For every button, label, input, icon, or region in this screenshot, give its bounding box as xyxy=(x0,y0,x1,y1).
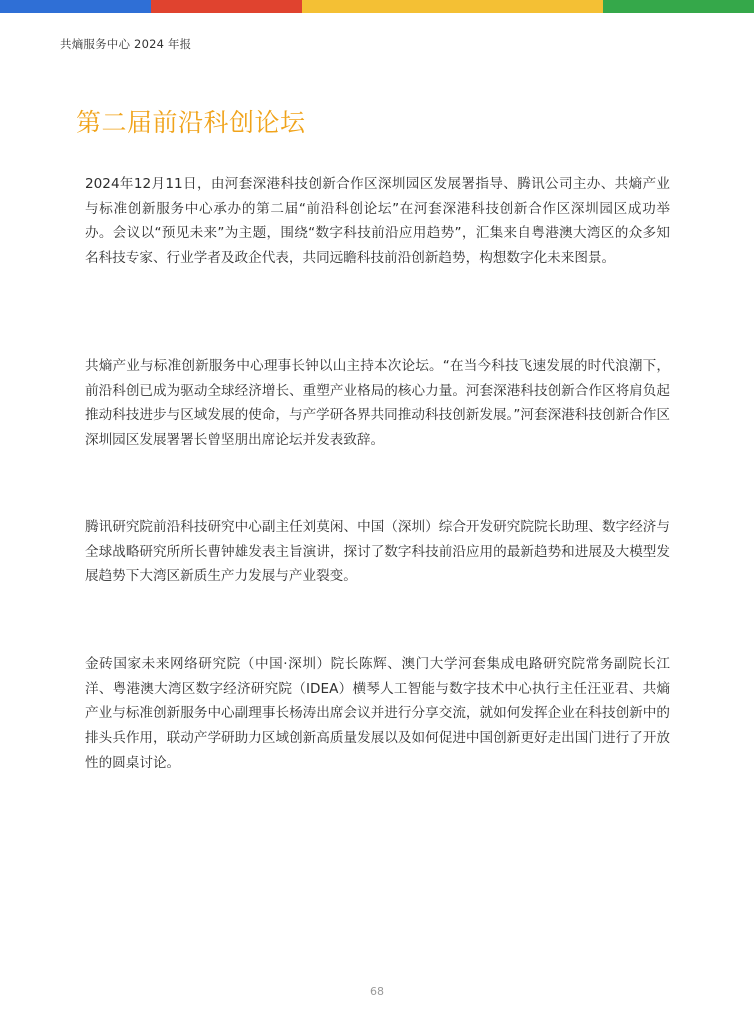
paragraph-4: 金砖国家未来网络研究院（中国·深圳）院长陈辉、澳门大学河套集成电路研究院常务副院长江洋、粤港澳大湾区数字经济研究院（IDEA）横琴人工智能与数字技术中心执行主任汪亚君、共熵产业与标准创新服务中心副理事长杨涛出席会议并进行分享交流，就如何发挥企业在科技创新中的排头兵作用，联动产学研助力区域创新高质量发展以及如何促进中国创新更好走出国门进行了开放性的圆桌讨论。 xyxy=(85,656,670,771)
section-title: 第二届前沿科创论坛 xyxy=(76,108,306,137)
color-band-yellow xyxy=(302,0,603,13)
paragraph-3: 腾讯研究院前沿科技研究中心副主任刘莫闲、中国（深圳）综合开发研究院院长助理、数字经济与全球战略研究所所长曹钟雄发表主旨演讲，探讨了数字科技前沿应用的最新趋势和进展及大模型发展趋势下大湾区新质生产力发展与产业裂变。 xyxy=(85,519,670,585)
paragraph-2: 共熵产业与标准创新服务中心理事长钟以山主持本次论坛。“在当今科技飞速发展的时代浪潮下，前沿科创已成为驱动全球经济增长、重塑产业格局的核心力量。河套深港科技创新合作区将肩负起推动科技进步与区域发展的使命，与产学研各界共同推动科技创新发展。”河套深港科技创新合作区深圳园区发展署署长曾坚朋出席论坛并发表致辞。 xyxy=(85,358,670,449)
paragraph-1: 2024年12月11日，由河套深港科技创新合作区深圳园区发展署指导、腾讯公司主办、共熵产业与标准创新服务中心承办的第二届“前沿科创论坛”在河套深港科技创新合作区深圳园区成功举办。会议以“预见未来”为主题，围绕“数字科技前沿应用趋势”，汇集来自粤港澳大湾区的众多知名科技专家、行业学者及政企代表，共同远瞻科技前沿创新趋势，构想数字化未来图景。 xyxy=(85,176,670,267)
color-band-red xyxy=(151,0,302,13)
page-number: 68 xyxy=(370,985,384,998)
report-header-label: 共熵服务中心 2024 年报 xyxy=(60,37,192,51)
color-band xyxy=(0,0,754,13)
color-band-blue xyxy=(0,0,151,13)
color-band-green xyxy=(603,0,754,13)
